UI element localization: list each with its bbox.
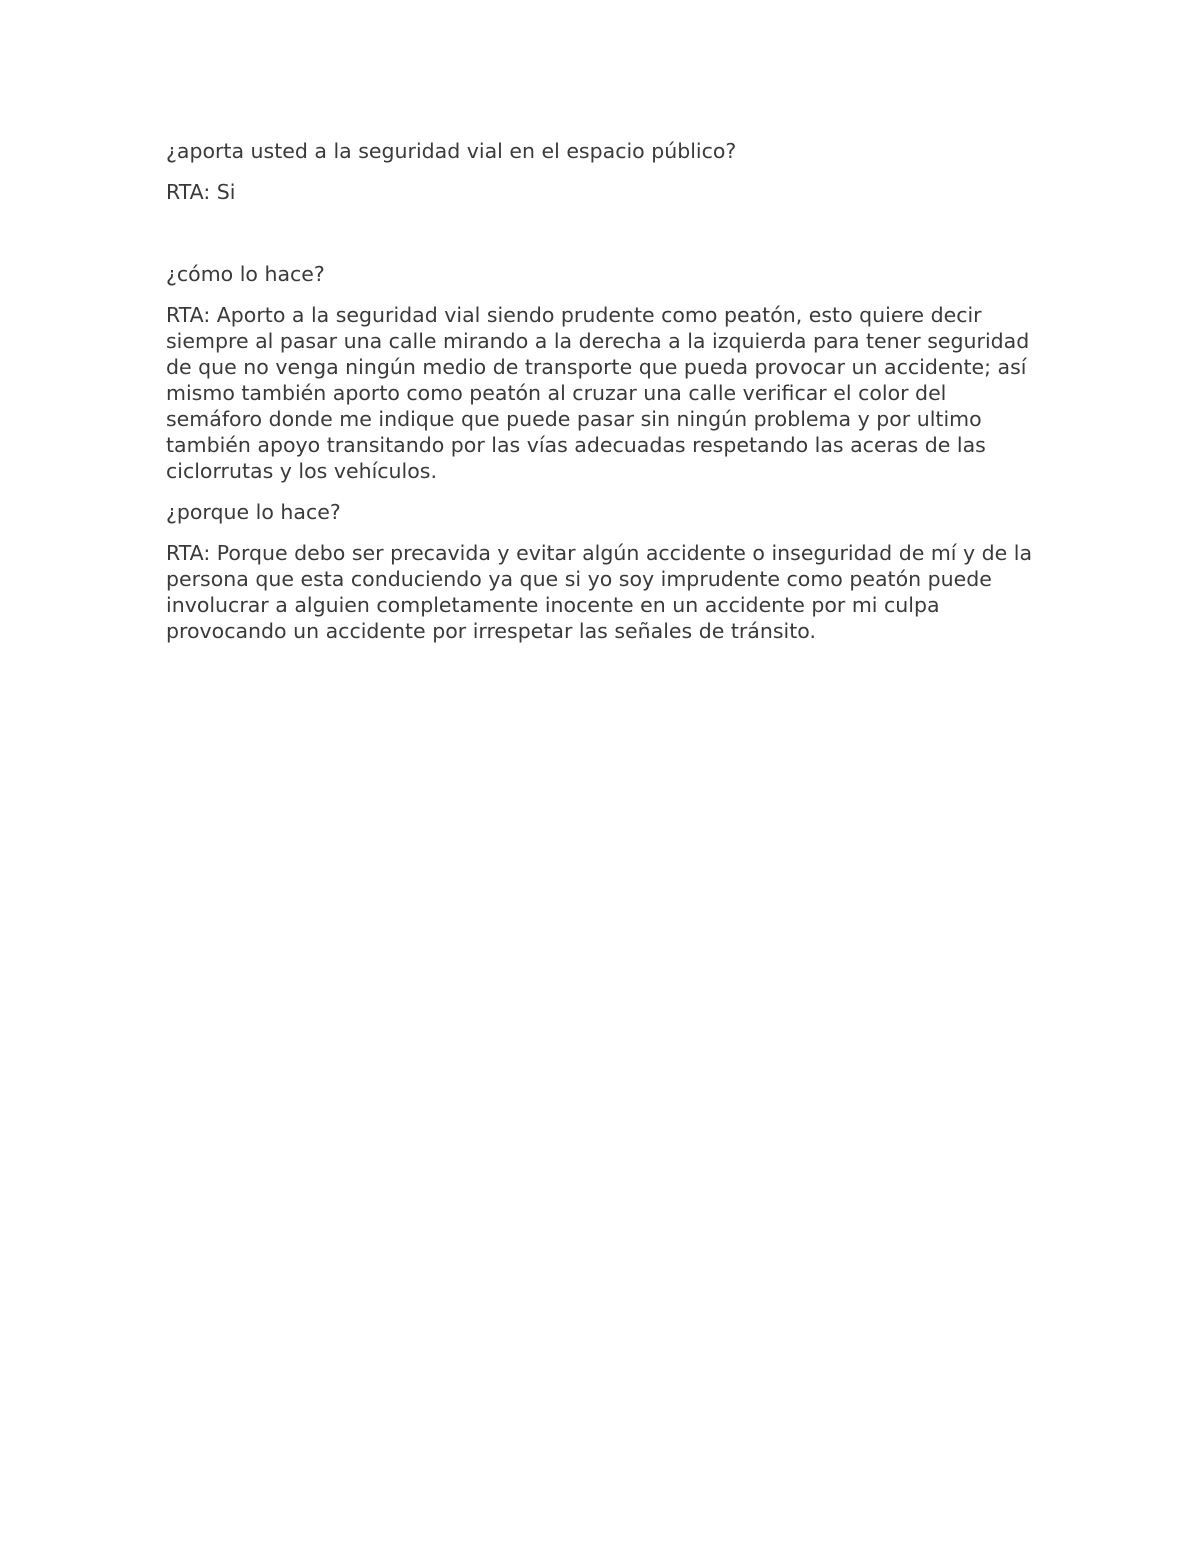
answer-2: RTA: Aporto a la seguridad vial siendo prudente como peatón, esto quiere decir siempre al pasar una calle mirando a la derecha a la izquierda para tener seguridad de que no venga ningún medio de transporte que pueda provocar un accidente; así mismo también aporto como peatón al cruzar una calle verificar el color del semáforo donde me indique que puede pasar sin ningún problema y por ultimo también apoyo transitando por las vías adecuadas respetando las aceras de las ciclorrutas y los vehículos.: [166, 303, 1030, 483]
document-body: [166, 138, 1036, 644]
answer-3: RTA: Porque debo ser precavida y evitar algún accidente o inseguridad de mí y de la persona que esta conduciendo ya que si yo soy imprudente como peatón puede involucrar a alguien completamente inocente en un accidente por mi culpa provocando un accidente por irrespetar las señales de tránsito.: [166, 541, 1033, 643]
answer-1: RTA: Si: [166, 180, 236, 204]
question-1: ¿aporta usted a la seguridad vial en el espacio público?: [166, 139, 737, 163]
question-3: ¿porque lo hace?: [166, 500, 341, 524]
question-2: ¿cómo lo hace?: [166, 262, 325, 286]
